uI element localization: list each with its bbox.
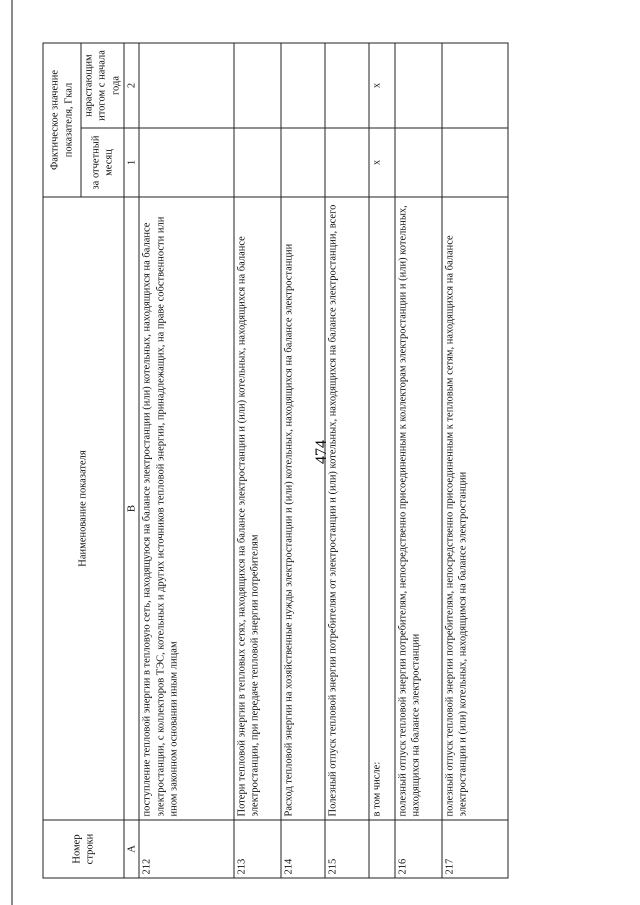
ytd-value-cell — [394, 43, 441, 128]
month-value-cell — [280, 128, 324, 197]
indicator-name-cell: в том числе: — [368, 197, 394, 820]
indicator-name-cell: Полезный отпуск тепловой энергии потребителям от электростанции и (или) котельных, находящихся на балансе электростанции, всего — [324, 197, 368, 820]
header-period-ytd: нарастающим итогом с начала года — [81, 43, 124, 128]
row-number-cell: 212 — [139, 820, 233, 878]
ytd-value-cell — [324, 43, 368, 128]
table-row — [368, 43, 394, 878]
page-number: 474 — [313, 440, 330, 464]
row-number-cell: 215 — [324, 820, 368, 878]
table-row — [441, 43, 507, 878]
month-value-cell — [324, 128, 368, 197]
ytd-value-cell — [139, 43, 233, 128]
month-value-cell — [233, 128, 280, 197]
month-value-cell: х — [368, 128, 394, 197]
table-row — [139, 43, 233, 878]
header-period-month: за отчетный месяц — [81, 128, 124, 197]
index-row-number: А — [124, 820, 139, 878]
table-row — [394, 43, 441, 878]
index-month: 1 — [124, 128, 139, 197]
page-edge-line — [11, 0, 13, 905]
indicator-name-cell: поступление тепловой энергии в тепловую сеть, находящуюся на балансе электростанции (или) котельных, находящихся на балансе электростанции, с коллекторов ТЭС, котельных и других источников тепловой энергии, принадлежащих, на праве собственности или ином законном основании иным лицам — [139, 197, 233, 820]
row-number-cell: 214 — [280, 820, 324, 878]
ytd-value-cell — [441, 43, 507, 128]
ytd-value-cell — [233, 43, 280, 128]
table-row — [280, 43, 324, 878]
index-indicator-name: В — [124, 197, 139, 820]
indicator-table — [42, 43, 508, 879]
table-row — [233, 43, 280, 878]
indicator-name-cell: полезный отпуск тепловой энергии потребителям, непосредственно присоединенным к тепловым сетям, находящихся на балансе электростанции и (или) котельных, находящимся на балансе электростанции — [441, 197, 507, 820]
header-row-number: Номер строки — [43, 820, 124, 878]
row-number-cell: 216 — [394, 820, 441, 878]
header-fact-group: Фактическое значение показателя, Гкал — [43, 43, 81, 197]
row-number-cell: 213 — [233, 820, 280, 878]
month-value-cell — [394, 128, 441, 197]
row-number-cell — [368, 820, 394, 878]
row-number-cell: 217 — [441, 820, 507, 878]
month-value-cell — [139, 128, 233, 197]
indicator-name-cell: Потери тепловой энергии в тепловых сетях, находящихся на балансе электростанции и (или) котельных, находящихся на балансе электростанции, при передаче тепловой энергии потребителям — [233, 197, 280, 820]
ytd-value-cell — [280, 43, 324, 128]
table-row — [324, 43, 368, 878]
ytd-value-cell: х — [368, 43, 394, 128]
month-value-cell — [441, 128, 507, 197]
indicator-name-cell: Расход тепловой энергии на хозяйственные нужды электростанции и (или) котельных, находящихся на балансе электростанции — [280, 197, 324, 820]
index-ytd: 2 — [124, 43, 139, 128]
header-indicator-name: Наименование показателя — [43, 197, 124, 820]
indicator-name-cell: полезный отпуск тепловой энергии потребителям, непосредственно присоединенным к коллекторам электростанции и (или) котельных, находящихся на балансе электростанции — [394, 197, 441, 820]
rotated-table-container — [42, 44, 508, 879]
